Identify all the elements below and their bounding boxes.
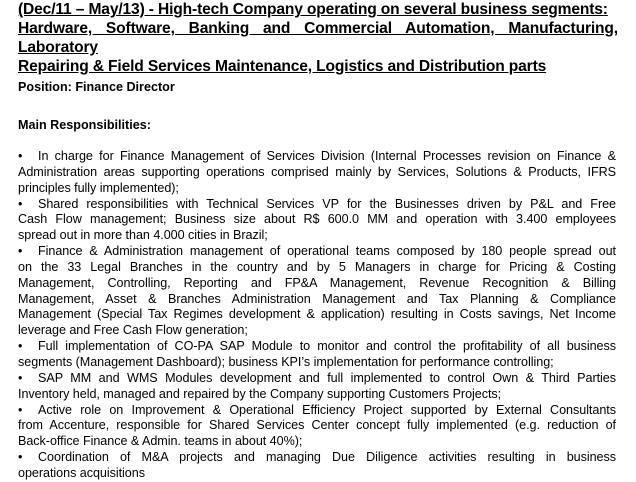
- responsibility-line: [18, 371, 616, 387]
- responsibility-text: from Accenture, responsible for Shared Services Center concept fully implemented (e.g. reduction of: [18, 418, 616, 433]
- responsibility-item: [18, 197, 616, 245]
- section-heading: [18, 0, 618, 76]
- responsibility-line: [18, 149, 616, 165]
- responsibility-text: spread out in more than 4.000 cities in Brazil;: [18, 228, 268, 243]
- bullet-icon: •: [18, 450, 23, 465]
- responsibility-line: [18, 466, 616, 482]
- responsibility-text: SAP MM and WMS Modules development and full implemented to control Own & Third Parties: [38, 370, 616, 385]
- responsibility-text: Coordination of M&A projects and managing Due Diligence activities resulting in business: [38, 450, 616, 465]
- responsibility-line: [18, 228, 616, 244]
- responsibility-line: [18, 387, 616, 403]
- position-title: Position: Finance Director: [18, 80, 175, 94]
- responsibilities-list: [18, 149, 616, 482]
- responsibility-line: [18, 339, 616, 355]
- responsibility-text: In charge for Finance Management of Services Division (Internal Processes revision on Finance &: [38, 149, 616, 163]
- responsibility-line: [18, 292, 616, 308]
- responsibility-line: [18, 355, 616, 371]
- responsibility-item: [18, 339, 616, 371]
- responsibility-line: [18, 434, 616, 450]
- responsibility-text: segments (Management Dashboard); business KPI’s implementation for performance controlling;: [18, 354, 554, 369]
- responsibility-line: [18, 403, 616, 419]
- bullet-icon: •: [18, 339, 23, 354]
- responsibility-item: [18, 450, 616, 482]
- responsibility-item: [18, 149, 616, 197]
- responsibility-line: [18, 244, 616, 260]
- bullet-icon: •: [18, 402, 23, 417]
- responsibility-text: Active role on Improvement & Operational Efficiency Project supported by External Consultants: [38, 402, 616, 417]
- responsibility-text: Cash Flow management; Business size about R$ 600.0 MM and operation with 3.400 employees: [18, 212, 616, 227]
- responsibility-line: [18, 418, 616, 434]
- heading-line: (Dec/11 – May/13) - High-tech Company operating on several business segments:: [18, 1, 608, 18]
- responsibility-item: [18, 244, 616, 339]
- bullet-icon: •: [18, 244, 23, 259]
- responsibility-text: on the 33 Legal Branches in the country and by 5 Managers in charge for Pricing & Costing: [18, 259, 616, 274]
- responsibility-line: [18, 276, 616, 292]
- responsibility-line: [18, 212, 616, 228]
- responsibility-text: Management, Asset & Branches Administration Management and Tax Planning & Compliance: [18, 291, 616, 306]
- responsibility-line: [18, 197, 616, 213]
- responsibility-text: Administration areas supporting operations comprised mainly by Services, Solutions & Products, IFRS: [18, 164, 616, 179]
- bullet-icon: •: [18, 370, 23, 385]
- responsibility-text: Management (Special Tax Regimes development & application) resulting in Costs savings, Net Income: [18, 307, 616, 322]
- responsibility-line: [18, 181, 616, 197]
- responsibility-item: [18, 403, 616, 451]
- responsibility-text: leverage and Free Cash Flow generation;: [18, 323, 248, 338]
- bullet-icon: •: [18, 196, 23, 211]
- responsibility-line: [18, 165, 616, 181]
- responsibility-text: Shared responsibilities with Technical Services VP for the Businesses driven by P&L and Free: [38, 196, 616, 211]
- responsibility-text: Back-office Finance & Admin. teams in about 40%);: [18, 434, 303, 449]
- responsibility-text: principles fully implemented);: [18, 180, 179, 195]
- responsibility-line: [18, 307, 616, 323]
- responsibility-line: [18, 260, 616, 276]
- bullet-icon: •: [18, 149, 23, 163]
- responsibility-text: Management, Controlling, Reporting and FP&A Management, Revenue Recognition & Billing: [18, 275, 616, 290]
- responsibility-text: Full implementation of CO-PA SAP Module to monitor and control the profitability of all business: [38, 339, 616, 354]
- heading-line: Repairing & Field Services Maintenance, Logistics and Distribution parts: [18, 58, 547, 75]
- responsibility-text: Inventory held, managed and repaired by the Company supporting Customers Projects;: [18, 386, 502, 401]
- responsibilities-title: Main Responsibilities:: [18, 118, 151, 132]
- responsibility-line: [18, 450, 616, 466]
- responsibility-text: operations acquisitions: [18, 465, 145, 480]
- responsibility-line: [18, 323, 616, 339]
- responsibility-item: [18, 371, 616, 403]
- heading-line: Hardware, Software, Banking and Commercial Automation, Manufacturing, Laboratory: [18, 20, 618, 56]
- responsibility-text: Finance & Administration management of operational teams composed by 180 people spread out: [38, 244, 616, 259]
